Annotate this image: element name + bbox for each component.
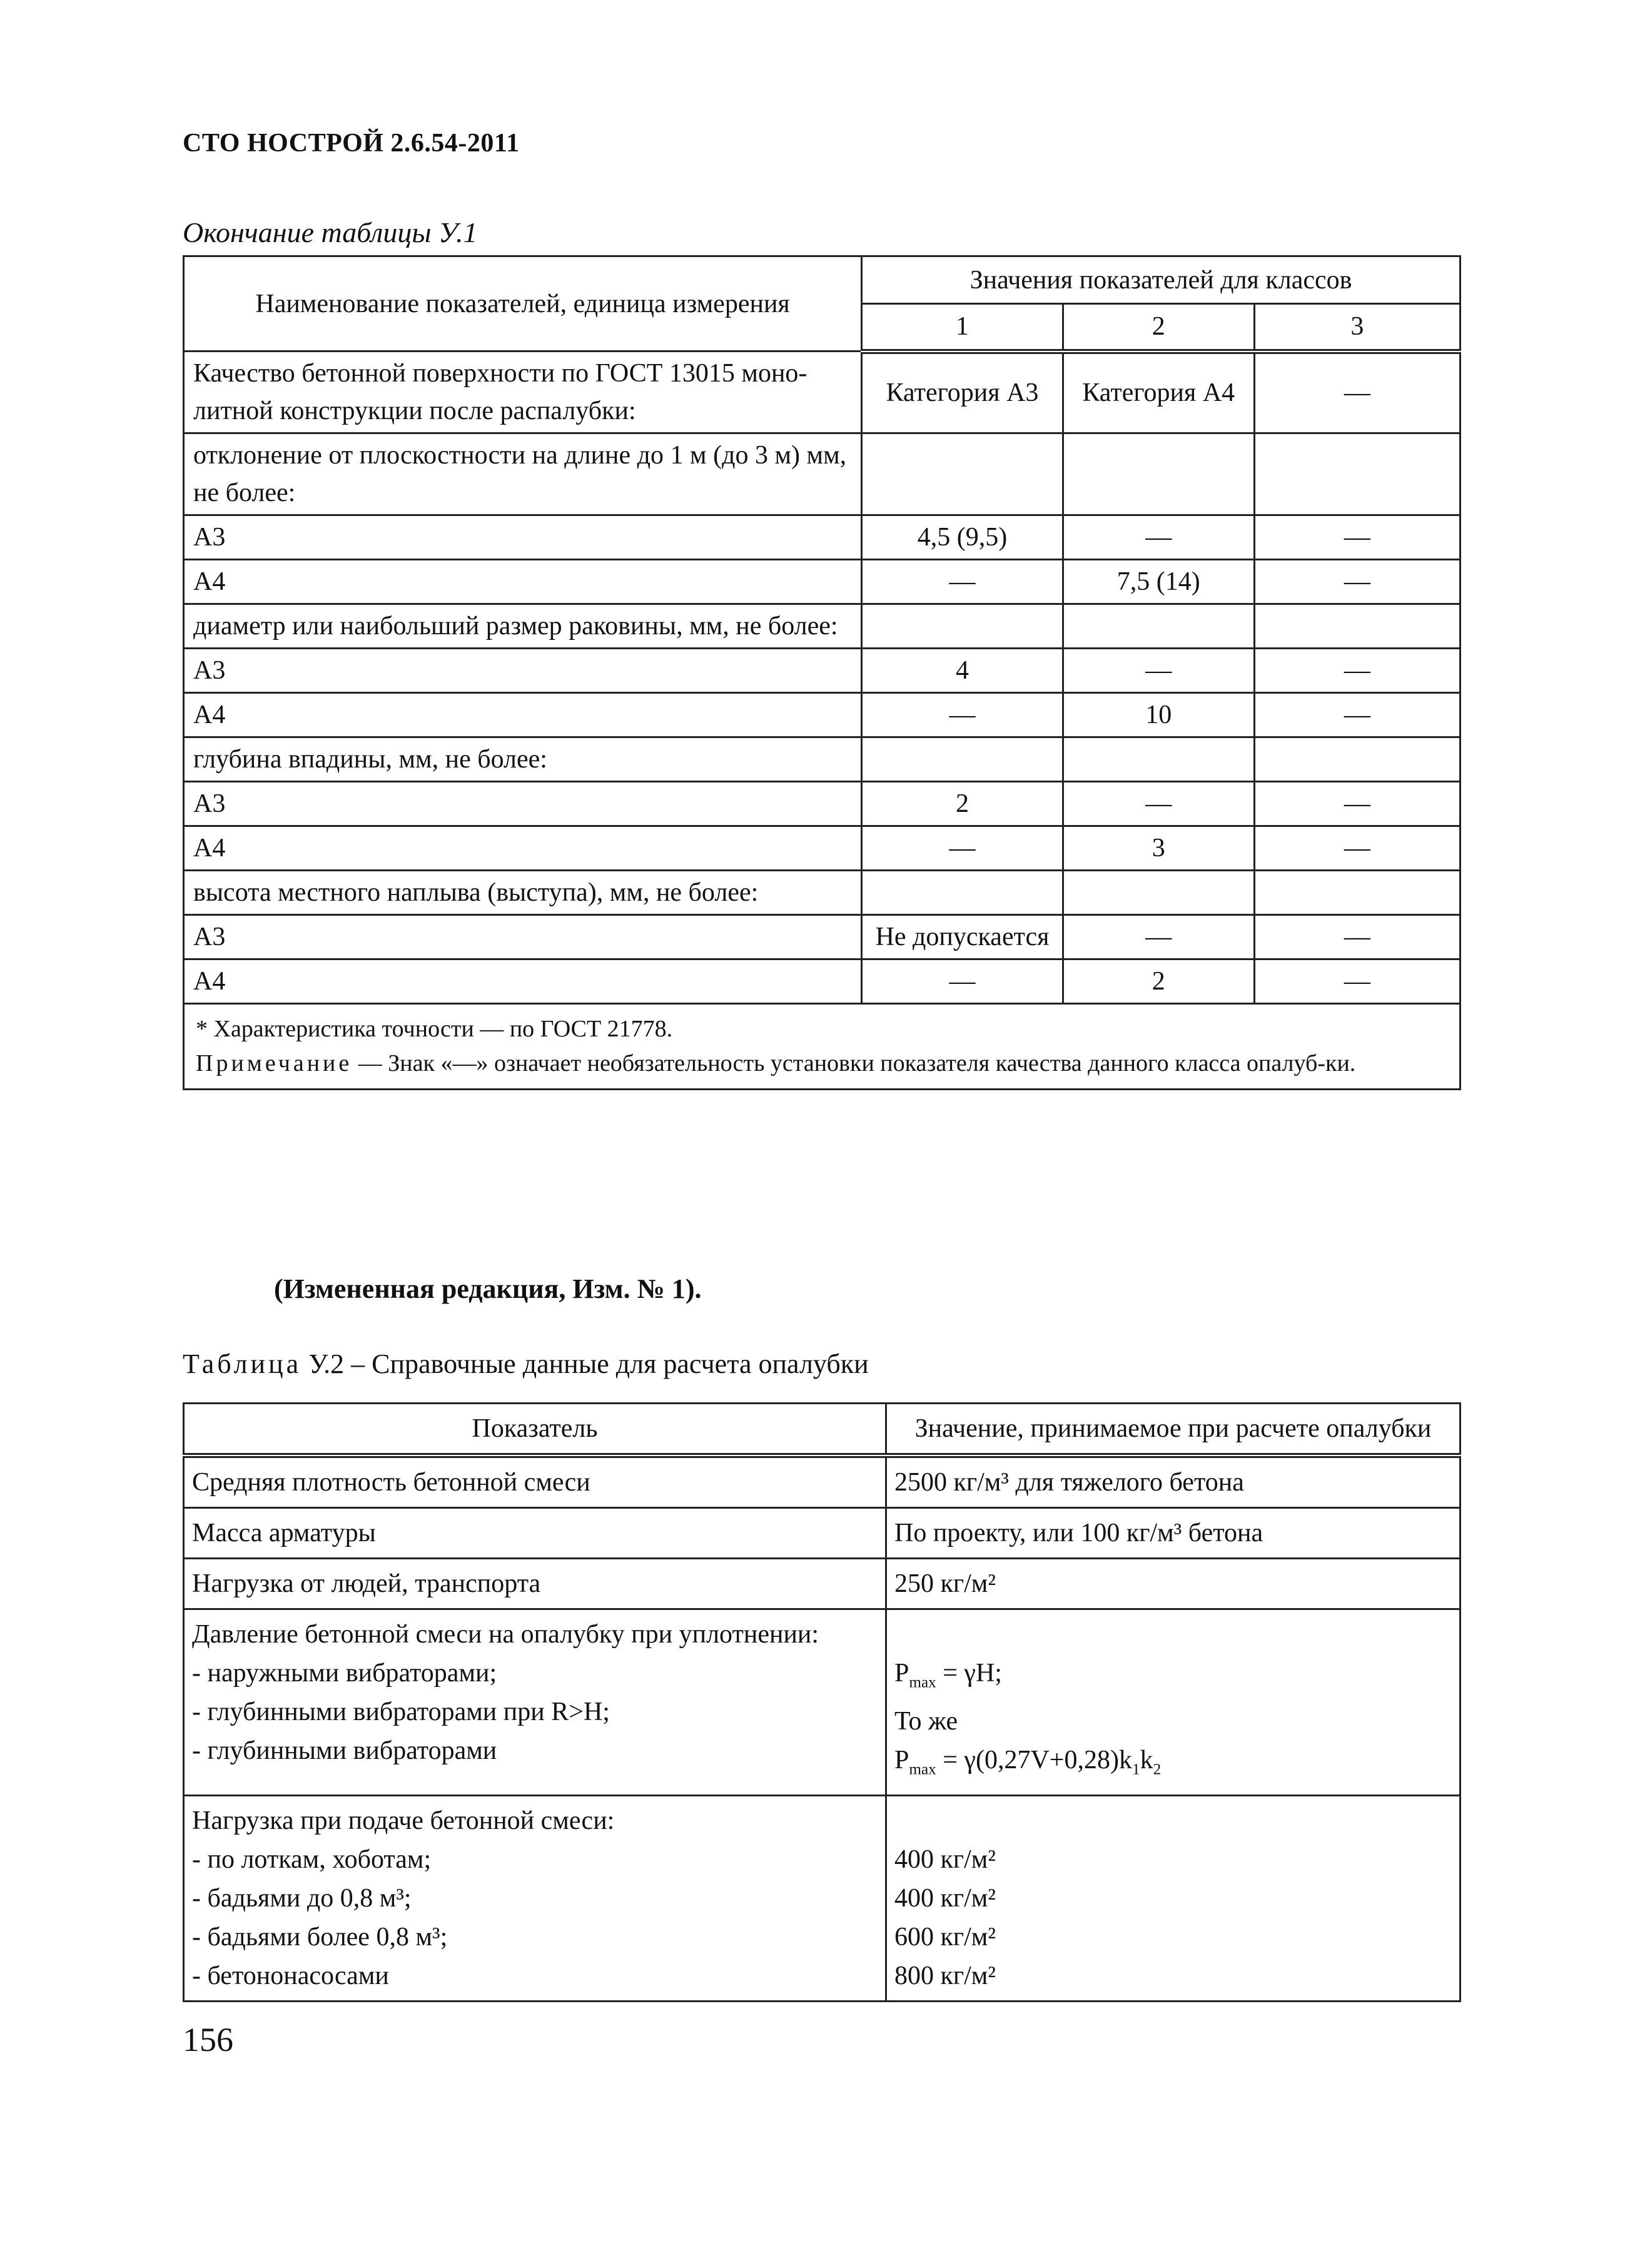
row-label-line: - бадьями до 0,8 м³;: [192, 1883, 412, 1913]
row-label: Качество бетонной поверхности по ГОСТ 13015 моно-литной конструкции после распалубки:: [184, 352, 862, 433]
class-value: Не допускается: [862, 915, 1063, 959]
table-row: [184, 959, 1460, 1004]
footnote: * Характеристика точности — по ГОСТ 21778.: [196, 1016, 673, 1042]
class-value: 2: [1063, 959, 1254, 1004]
class-value: —: [862, 959, 1063, 1004]
class-value: —: [862, 826, 1063, 871]
table-row: [184, 1609, 1460, 1796]
row-label: Масса арматуры: [184, 1508, 886, 1559]
table-row: [184, 515, 1460, 560]
class-value: 7,5 (14): [1063, 560, 1254, 604]
formula-same: То же: [894, 1707, 958, 1736]
row-label: высота местного наплыва (выступа), мм, не более:: [184, 871, 862, 915]
class-value: Категория А3: [862, 352, 1063, 433]
row-label-line: - бадьями более 0,8 м³;: [192, 1922, 448, 1952]
class-value: [1063, 604, 1254, 649]
class-value: —: [1254, 693, 1460, 737]
table-row: [184, 560, 1460, 604]
class-value: [862, 871, 1063, 915]
row-label: А4: [184, 959, 862, 1004]
class-header: 2: [1063, 304, 1254, 352]
row-label: диаметр или наибольший размер раковины, мм, не более:: [184, 604, 862, 649]
amendment-note: (Измененная редакция, Изм. № 1).: [274, 1273, 702, 1304]
class-value: [1254, 871, 1460, 915]
class-value: —: [1254, 352, 1460, 433]
table-row: [184, 649, 1460, 693]
table1-notes: [184, 1004, 1460, 1090]
row-label: А4: [184, 826, 862, 871]
class-value: [1063, 433, 1254, 515]
class-value: —: [1063, 915, 1254, 959]
class-value: —: [1063, 782, 1254, 826]
row-value: [886, 1609, 1460, 1796]
class-value: —: [862, 693, 1063, 737]
row-value: По проекту, или 100 кг/м³ бетона: [886, 1508, 1460, 1559]
row-label: отклонение от плоскостности на длине до 1 м (до 3 м) мм, не более:: [184, 433, 862, 515]
table1-caption: Окончание таблицы У.1: [183, 216, 478, 248]
class-value: [1254, 433, 1460, 515]
row-label-line: - бетононасосами: [192, 1961, 389, 1990]
table-row: [184, 826, 1460, 871]
table2-caption-text: У.2 – Справочные данные для расчета опалубки: [301, 1349, 869, 1379]
class-value: [1063, 871, 1254, 915]
class-value: 4,5 (9,5): [862, 515, 1063, 560]
row-label-line: - по лоткам, хоботам;: [192, 1845, 432, 1874]
table-row: [184, 737, 1460, 782]
row-label: А3: [184, 515, 862, 560]
row-label-line: Нагрузка при подаче бетонной смеси:: [192, 1806, 615, 1835]
class-value: [1254, 604, 1460, 649]
note-text: — Знак «—» означает необязательность установки показателя качества данного класса опалуб-ки.: [352, 1050, 1356, 1076]
row-label-line: - глубинными вибраторами: [192, 1736, 497, 1765]
table-row: [184, 693, 1460, 737]
table-row: [184, 1559, 1460, 1609]
row-label: Нагрузка от людей, транспорта: [184, 1559, 886, 1609]
class-value: —: [862, 560, 1063, 604]
row-label: А3: [184, 782, 862, 826]
class-header: 1: [862, 304, 1063, 352]
row-label: А4: [184, 693, 862, 737]
class-value: [862, 433, 1063, 515]
table2-head-indicator: Показатель: [184, 1404, 886, 1456]
table2-head-value: Значение, принимаемое при расчете опалубки: [886, 1404, 1460, 1456]
class-value: [862, 604, 1063, 649]
row-value: 2500 кг/м³ для тяжелого бетона: [886, 1455, 1460, 1508]
row-value-line: 400 кг/м²: [894, 1883, 996, 1913]
row-value-line: 800 кг/м²: [894, 1961, 996, 1990]
table-row: [184, 433, 1460, 515]
row-label: глубина впадины, мм, не более:: [184, 737, 862, 782]
row-label: А3: [184, 649, 862, 693]
document-header: СТО НОСТРОЙ 2.6.54-2011: [183, 129, 520, 158]
table-row: [184, 915, 1460, 959]
class-value: —: [1254, 515, 1460, 560]
quality-table: [183, 255, 1461, 1090]
class-value: 2: [862, 782, 1063, 826]
class-value: [1063, 737, 1254, 782]
class-value: 4: [862, 649, 1063, 693]
class-value: —: [1254, 649, 1460, 693]
row-label: А3: [184, 915, 862, 959]
table-row: [184, 1455, 1460, 1508]
class-value: —: [1254, 560, 1460, 604]
row-label: А4: [184, 560, 862, 604]
formula-external: $P_{max} = \gamma H$;: [894, 1659, 1002, 1691]
row-value-line: 400 кг/м²: [894, 1845, 996, 1874]
class-value: 3: [1063, 826, 1254, 871]
page-number: 156: [183, 2021, 233, 2058]
class-header: 3: [1254, 304, 1460, 352]
table1-head-name: Наименование показателей, единица измерения: [184, 256, 862, 352]
class-value: Категория А4: [1063, 352, 1254, 433]
class-value: —: [1063, 515, 1254, 560]
formula-deep: $P_{max} = \gamma(0,27V+0,28)k_1k_2$: [894, 1746, 1162, 1778]
class-value: —: [1254, 915, 1460, 959]
row-label: [184, 1609, 886, 1796]
class-value: 10: [1063, 693, 1254, 737]
class-value: [862, 737, 1063, 782]
table-row: [184, 782, 1460, 826]
table1-head-values: Значения показателей для классов: [862, 256, 1460, 304]
table-row: [184, 1508, 1460, 1559]
table-row: [184, 1795, 1460, 2001]
note-label: Примечание: [196, 1050, 353, 1076]
row-value: [886, 1795, 1460, 2001]
formwork-data-table: [183, 1402, 1461, 2002]
class-value: —: [1254, 782, 1460, 826]
row-label-line: - глубинными вибраторами при R>H;: [192, 1698, 610, 1726]
row-label-line: Давление бетонной смеси на опалубку при уплотнении:: [192, 1620, 819, 1649]
class-value: —: [1063, 649, 1254, 693]
class-value: [1254, 737, 1460, 782]
table2-caption: [183, 1348, 869, 1380]
table-row: [184, 604, 1460, 649]
row-label: [184, 1795, 886, 2001]
note: [196, 1046, 1450, 1081]
table-row: [184, 352, 1460, 433]
table2-caption-label: Таблица: [183, 1349, 302, 1379]
row-label: Средняя плотность бетонной смеси: [184, 1455, 886, 1508]
table-row: [184, 871, 1460, 915]
class-value: —: [1254, 826, 1460, 871]
row-value-line: 600 кг/м²: [894, 1922, 996, 1952]
row-label-line: - наружными вибраторами;: [192, 1659, 497, 1688]
row-value: 250 кг/м²: [886, 1559, 1460, 1609]
class-value: —: [1254, 959, 1460, 1004]
